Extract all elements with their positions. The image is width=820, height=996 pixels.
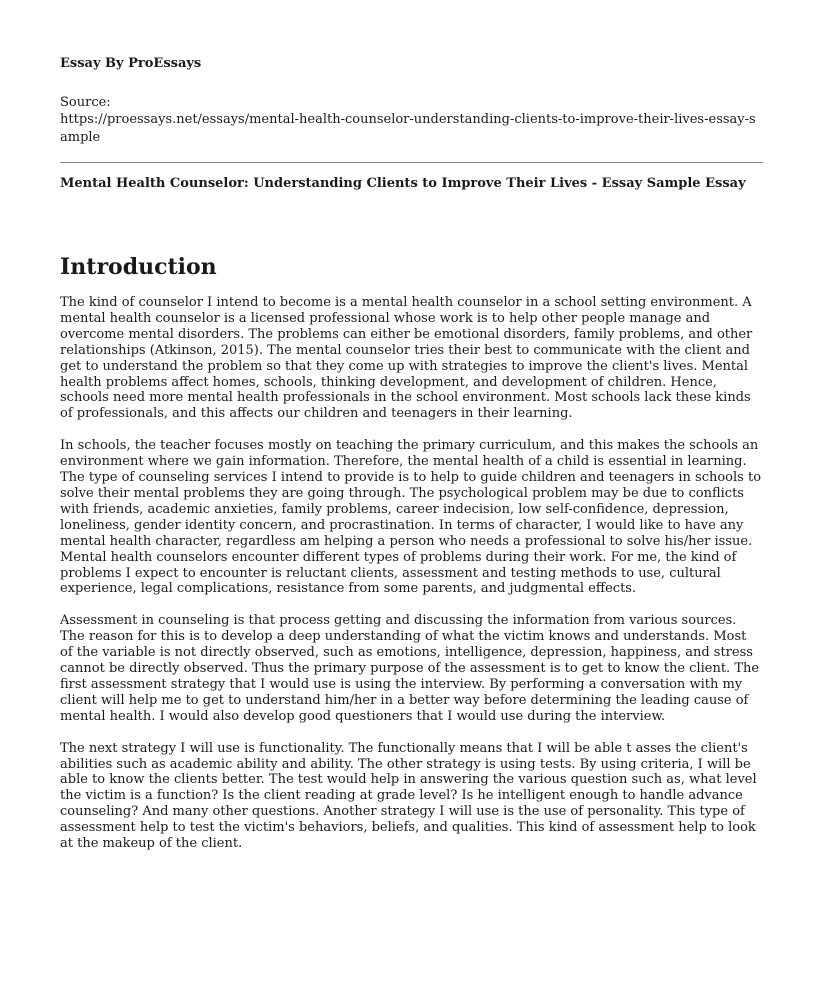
essay-title: Mental Health Counselor: Understanding Clients to Improve Their Lives - Essay Sample Essay: [60, 176, 746, 191]
byline: Essay By ProEssays: [60, 56, 202, 71]
paragraph: The next strategy I will use is functionality. The functionally means that I will be able t asses the client's abilities such as academic ability and ability. The other strategy is using tests. By using criteria, I will be able to know the clients better. The test would help in answering the various question such as, what level the victim is a function? Is the client reading at grade level? Is he intelligent enough to handle advance counseling? And many other questions. Another strategy I will use is the use of personality. This type of assessment help to test the victim's behaviors, beliefs, and qualities. This kind of assessment help to look at the makeup of the client.: [60, 740, 757, 852]
paragraph: In schools, the teacher focuses mostly on teaching the primary curriculum, and this makes the schools an environment where we gain information. Therefore, the mental health of a child is essential in learning. The type of counseling services I intend to provide is to help to guide children and teenagers in schools to solve their mental problems they are going through. The psychological problem may be due to conflicts with friends, academic anxieties, family problems, career indecision, low self-confidence, depression, loneliness, gender identity concern, and procrastination. In terms of character, I would like to have any mental health character, regardless am helping a person who needs a professional to solve his/her issue. Mental health counselors encounter different types of problems during their work. For me, the kind of problems I expect to encounter is reluctant clients, assessment and testing methods to use, cultural experience, legal complications, resistance from some parents, and judgmental effects.: [60, 438, 762, 597]
section-heading: Introduction: [60, 254, 217, 280]
document-header: [60, 0, 765, 146]
source-url: https://proessays.net/essays/mental-health-counselor-understanding-clients-to-improve-their-lives-essay-sample: [60, 112, 756, 145]
divider: [60, 162, 763, 163]
essay-body: [60, 295, 762, 868]
paragraph: Assessment in counseling is that process getting and discussing the information from various sources. The reason for this is to develop a deep understanding of what the victim knows and understands. Most of the variable is not directly observed, such as emotions, intelligence, depression, happiness, and stress cannot be directly observed. Thus the primary purpose of the assessment is to get to know the client. The first assessment strategy that I would use is using the interview. By performing a conversation with my client will help me to get to understand him/her in a better way before determining the leading cause of mental health. I would also develop good questioners that I would use during the interview.: [60, 613, 760, 724]
paragraph: The kind of counselor I intend to become is a mental health counselor in a school setting environment. A mental health counselor is a licensed professional whose work is to help other people manage and overcome mental disorders. The problems can either be emotional disorders, family problems, and other relationships (Atkinson, 2015). The mental counselor tries their best to communicate with the client and get to understand the problem so that they come up with strategies to improve the client's lives. Mental health problems affect homes, schools, thinking development, and development of children. Hence, schools need more mental health professionals in the school environment. Most schools lack these kinds of professionals, and this affects our children and teenagers in their learning.: [60, 295, 753, 422]
source-label: Source:: [60, 95, 111, 110]
